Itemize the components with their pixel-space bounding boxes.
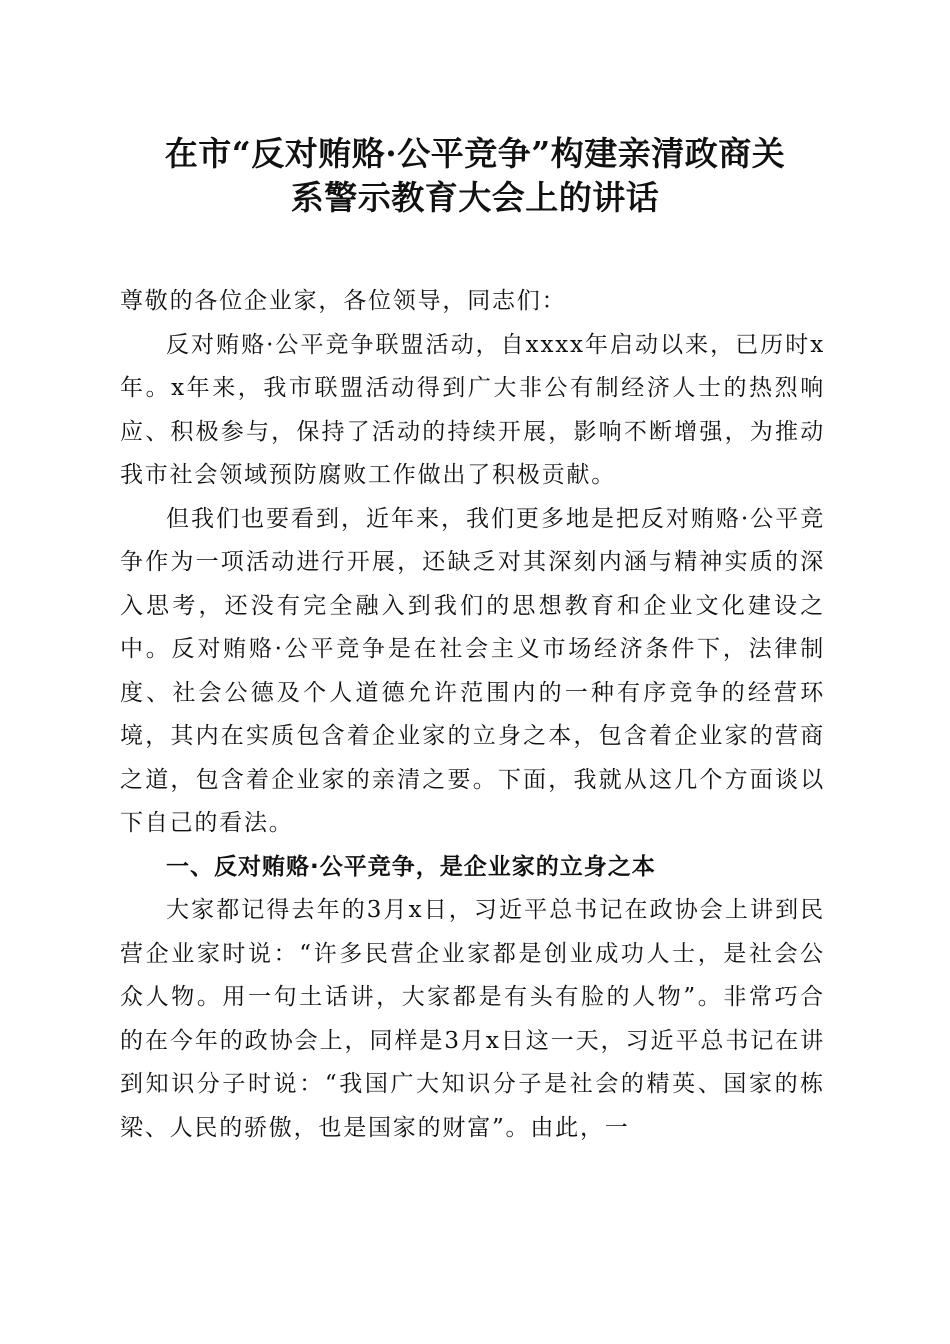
- document-body: [120, 280, 825, 1150]
- salutation: 尊敬的各位企业家，各位领导，同志们：: [120, 288, 567, 314]
- title-line-1: 在市“反对贿赂·公平竞争”构建亲清政商关: [164, 134, 786, 173]
- document-title: [110, 132, 840, 220]
- title-line-2: 系警示教育大会上的讲话: [290, 178, 660, 217]
- section-heading-1: 一、反对贿赂·公平竞争，是企业家的立身之本: [166, 853, 656, 880]
- section-1-paragraph: 大家都记得去年的3月x日，习近平总书记在政协会上讲到民营企业家时说：“许多民营企业家都是创业成功人士，是社会公众人物。用一句土话讲，大家都是有头有脸的人物”。非常巧合的在今年的政协会上，同样是3月x日这一天，习近平总书记在讲到知识分子时说：“我国广大知识分子是社会的精英、国家的栋梁、人民的骄傲，也是国家的财富”。由此，一: [120, 897, 825, 1141]
- paragraph-context: 但我们也要看到，近年来，我们更多地是把反对贿赂·公平竞争作为一项活动进行开展，还缺乏对其深刻内涵与精神实质的深入思考，还没有完全融入到我们的思想教育和企业文化建设之中。反对贿赂·公平竞争是在社会主义市场经济条件下，法律制度、社会公德及个人道德允许范围内的一种有序竞争的经营环境，其内在实质包含着企业家的立身之本，包含着企业家的营商之道，包含着企业家的亲清之要。下面，我就从这几个方面谈以下自己的看法。: [120, 505, 825, 836]
- paragraph-intro: 反对贿赂·公平竞争联盟活动，自xxxx年启动以来，已历时x年。x年来，我市联盟活动得到广大非公有制经济人士的热烈响应、积极参与，保持了活动的持续开展，影响不断增强，为推动我市社会领域预防腐败工作做出了积极贡献。: [120, 331, 825, 488]
